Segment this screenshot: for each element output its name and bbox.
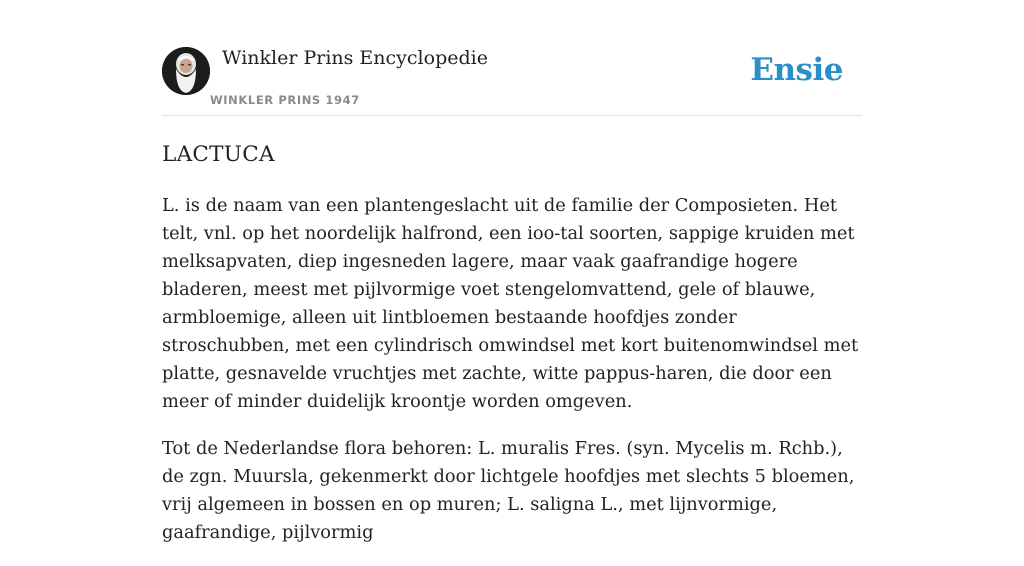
site-title[interactable]: Winkler Prins Encyclopedie: [222, 47, 488, 69]
edition-label[interactable]: WINKLER PRINS 1947: [210, 93, 360, 107]
bearded-man-portrait-icon: [162, 47, 210, 95]
article-paragraph: L. is de naam van een plantengeslacht uit de familie der Composieten. Het telt, vnl. op het noordelijk halfrond, een ioo-tal soorten, sappige kruiden met melksapvaten, diep ingesneden lagere, maar vaak gaafrandige hogere bladeren, meest met pijlvormige voet stengelomvattend, gele of blauwe, armbloemige, alleen uit lintbloemen bestaande hoofdjes zonder stroschubben, met een cylindrisch omwindsel met kort buitenomwindsel met platte, gesnavelde vruchtjes met zachte, witte pappus-haren, die door een meer of minder duidelijk kroontje worden omgeven.: [162, 195, 859, 412]
article-paragraph: Tot de Nederlandse flora behoren: L. muralis Fres. (syn. Mycelis m. Rchb.), de zgn. Muursla, gekenmerkt door lichtgele hoofdjes met slechts 5 bloemen, vrij algemeen in bossen en op muren; L. saligna L., met lijnvormige, gaafrandige, pijlvormig: [162, 438, 855, 543]
article-body: [162, 192, 862, 566]
avatar[interactable]: [162, 47, 210, 95]
article-title: LACTUCA: [162, 142, 275, 167]
site-header: [162, 0, 862, 116]
ensie-logo[interactable]: Ensie: [750, 52, 843, 88]
page: [162, 0, 862, 543]
